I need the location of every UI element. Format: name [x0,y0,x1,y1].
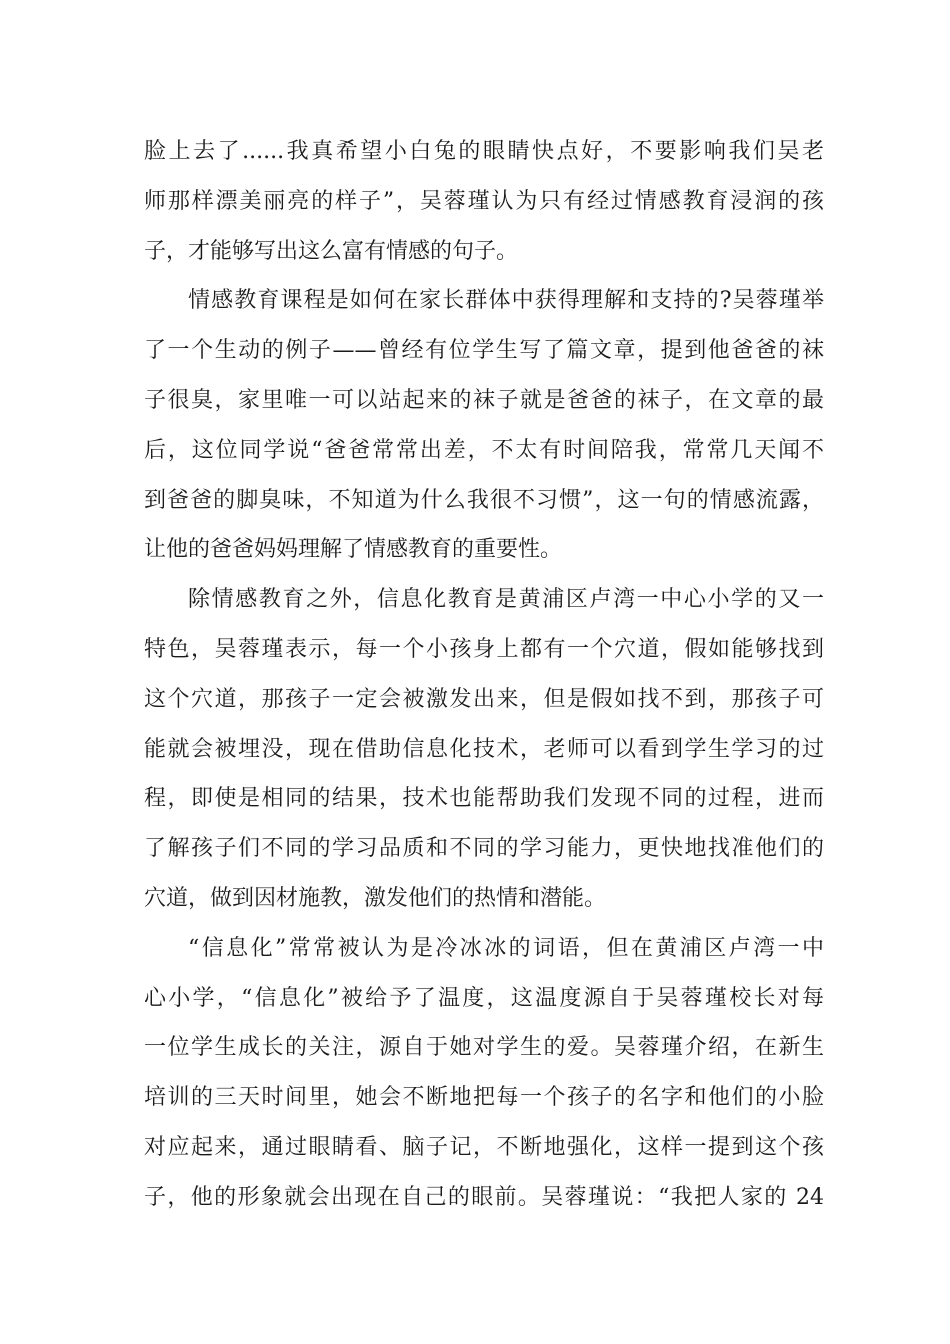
text-line: 培训的三天时间里，她会不断地把每一个孩子的名字和他们的小脸 [144,1085,824,1111]
text-line: 子，才能够写出这么富有情感的句子。 [144,238,519,264]
text-line: 除情感教育之外，信息化教育是黄浦区卢湾一中心小学的又一 [188,587,824,613]
text-line: 心小学，“信息化”被给予了温度，这温度源自于吴蓉瑾校长对每 [144,985,824,1011]
text-line: 能就会被埋没，现在借助信息化技术，老师可以看到学生学习的过 [144,736,824,762]
article-body [144,127,824,1223]
text-line: 程，即使是相同的结果，技术也能帮助我们发现不同的过程，进而 [144,786,824,812]
text-line: 到爸爸的脚臭味，不知道为什么我很不习惯”，这一句的情感流露， [144,487,824,513]
text-line: 后，这位同学说“爸爸常常出差，不太有时间陪我，常常几天闻不 [144,437,824,463]
text-line: 师那样漂美丽亮的样子”，吴蓉瑾认为只有经过情感教育浸润的孩 [144,188,824,214]
text-line: 让他的爸爸妈妈理解了情感教育的重要性。 [144,537,563,563]
text-line: 了一个生动的例子——曾经有位学生写了篇文章，提到他爸爸的袜 [144,338,824,364]
text-line: 脸上去了......我真希望小白兔的眼睛快点好，不要影响我们吴老 [144,139,824,164]
text-line: 特色，吴蓉瑾表示，每一个小孩身上都有一个穴道，假如能够找到 [144,636,824,662]
text-line: 子很臭，家里唯一可以站起来的袜子就是爸爸的袜子，在文章的最 [144,387,824,413]
text-line: 一位学生成长的关注，源自于她对学生的爱。吴蓉瑾介绍，在新生 [144,1035,824,1061]
text-line: 穴道，做到因材施教，激发他们的热情和潜能。 [144,885,607,911]
text-line: 这个穴道，那孩子一定会被激发出来，但是假如找不到，那孩子可 [144,686,824,712]
text-line: 情感教育课程是如何在家长群体中获得理解和支持的?吴蓉瑾举 [188,288,824,314]
text-line: 子，他的形象就会出现在自己的眼前。吴蓉瑾说：“我把人家的 24 [144,1184,824,1210]
text-line: 对应起来，通过眼睛看、脑子记，不断地强化，这样一提到这个孩 [144,1134,824,1160]
text-line: 了解孩子们不同的学习品质和不同的学习能力，更快地找准他们的 [144,836,824,862]
text-line: “信息化”常常被认为是冷冰冰的词语，但在黄浦区卢湾一中 [188,935,824,961]
